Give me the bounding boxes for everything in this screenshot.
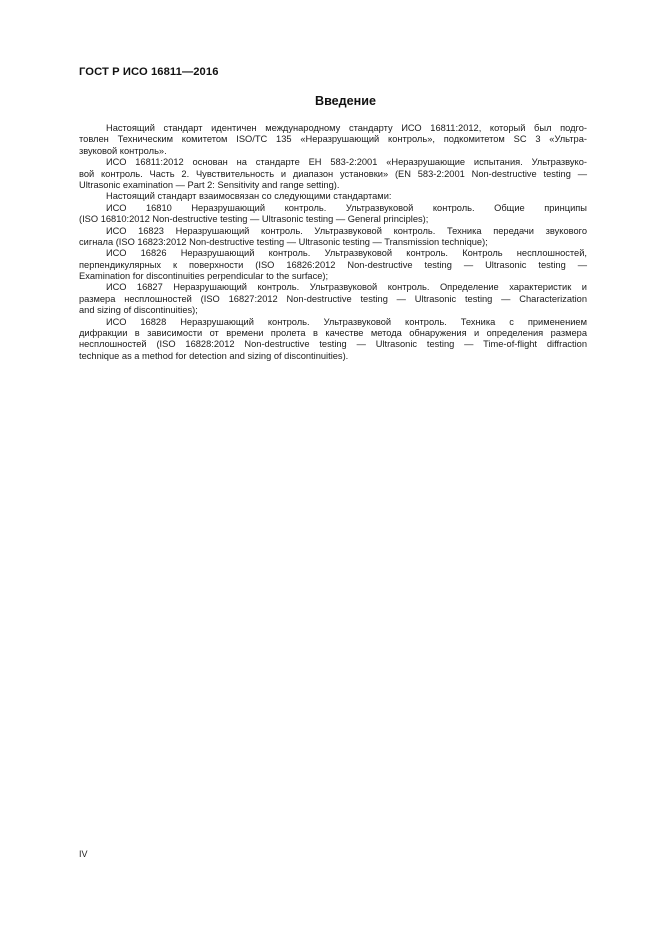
paragraph-identity xyxy=(79,123,587,157)
text-line: Examination for discontinuities perpendicular to the surface); xyxy=(79,271,329,282)
paragraph-basis xyxy=(79,157,587,191)
text-line: ИСО 16823 Неразрушающий контроль. Ультразвуковой контроль. Техника передачи звукового xyxy=(106,225,587,236)
page-number: IV xyxy=(79,849,88,859)
text-line: ИСО 16828 Неразрушающий контроль. Ультразвуковой контроль. Техника с применением xyxy=(106,316,587,327)
text-line: technique as a method for detection and sizing of discontinuities). xyxy=(79,350,349,361)
introduction-body xyxy=(79,123,587,362)
text-line: ИСО 16827 Неразрушающий контроль. Ультразвуковой контроль. Определение характеристик и xyxy=(106,282,587,293)
paragraph-related-intro xyxy=(79,191,587,202)
text-line: перпендикулярных к поверхности (ISO 16826:2012 Non-destructive testing — Ultrasonic testing — xyxy=(79,259,587,270)
related-standard-16810 xyxy=(79,203,587,226)
text-line: звуковой контроль». xyxy=(79,145,167,156)
section-title: Введение xyxy=(314,94,377,108)
text-line: размера несплошностей (ISO 16827:2012 Non-destructive testing — Ultrasonic testing — Characterization xyxy=(79,293,587,304)
related-standard-16823 xyxy=(79,226,587,249)
related-standard-16826 xyxy=(79,248,587,282)
text-line: Ultrasonic examination — Part 2: Sensitivity and range setting). xyxy=(79,179,340,190)
text-line: ИСО 16810 Неразрушающий контроль. Ультразвуковой контроль. Общие принципы xyxy=(106,202,587,213)
text-line: and sizing of discontinuities); xyxy=(79,305,198,316)
text-line: Настоящий стандарт идентичен международному стандарту ИСО 16811:2012, который был подго- xyxy=(106,123,587,133)
text-line: Настоящий стандарт взаимосвязан со следующими стандартами: xyxy=(106,191,392,202)
text-line: (ISO 16810:2012 Non-destructive testing — Ultrasonic testing — General principles); xyxy=(79,214,429,225)
text-line: сигнала (ISO 16823:2012 Non-destructive testing — Ultrasonic testing — Transmission technique); xyxy=(79,236,488,247)
text-line: ИСО 16826 Неразрушающий контроль. Ультразвуковой контроль. Контроль несплошностей, xyxy=(106,248,587,259)
related-standard-16828 xyxy=(79,317,587,363)
standard-header: ГОСТ Р ИСО 16811—2016 xyxy=(79,66,219,78)
text-line: дифракции в зависимости от времени пролета в качестве метода обнаружения и определения размера xyxy=(79,328,587,339)
text-line: ИСО 16811:2012 основан на стандарте ЕН 583-2:2001 «Неразрушающие испытания. Ультразвуко- xyxy=(106,157,587,168)
related-standard-16827 xyxy=(79,282,587,316)
text-line: несплошностей (ISO 16828:2012 Non-destructive testing — Ultrasonic testing — Time-of-flight diffraction xyxy=(79,339,587,350)
text-line: товлен Техническим комитетом ISO/TC 135 «Неразрушающий контроль», подкомитетом SC 3 «Ультра- xyxy=(79,134,587,145)
text-line: вой контроль. Часть 2. Чувствительность и диапазон установки» (EN 583-2:2001 Non-destructive testing — xyxy=(79,168,587,179)
